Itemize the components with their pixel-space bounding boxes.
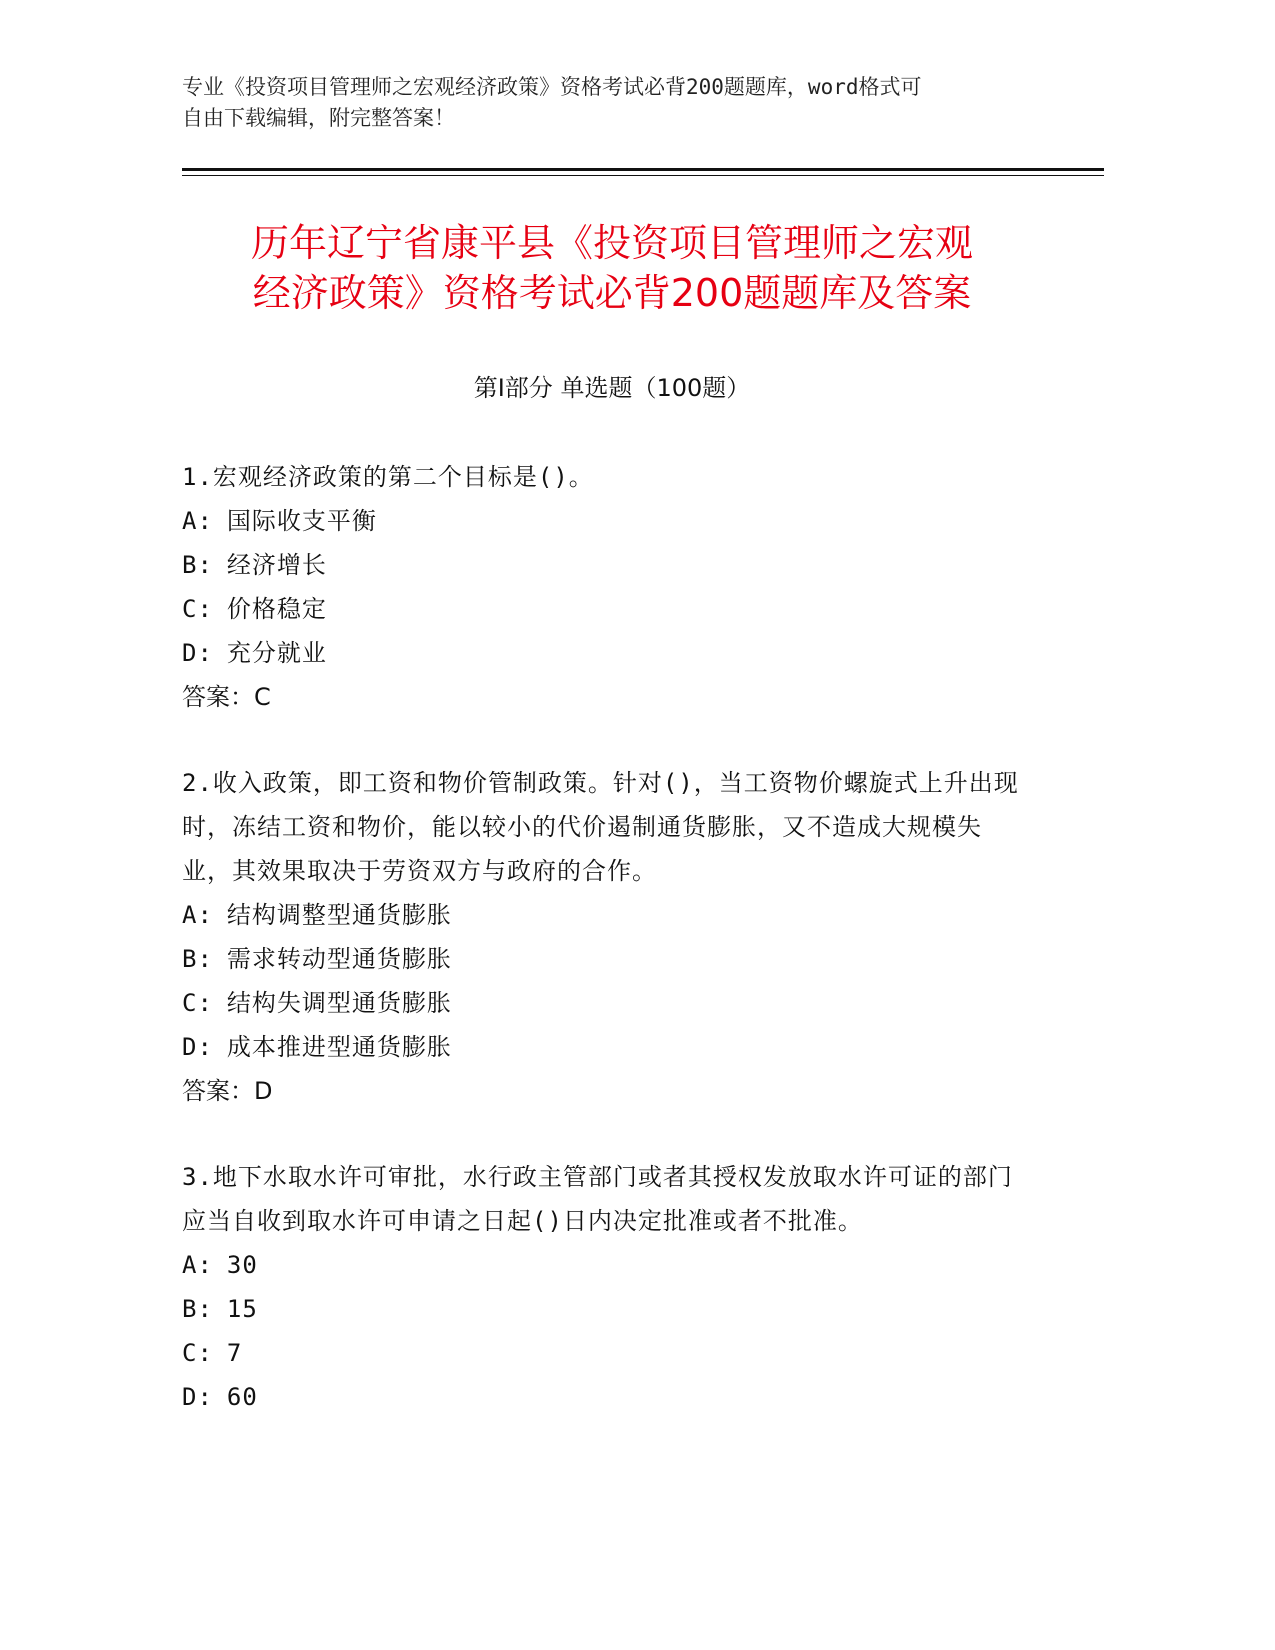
option-letter: B: [182, 551, 213, 579]
option-text: 60 [226, 1383, 258, 1411]
option-letter: B: [182, 945, 213, 973]
option-a [182, 499, 1027, 543]
option-letter: C: [182, 989, 213, 1017]
question-stem: 1.宏观经济政策的第二个目标是()。 [182, 463, 594, 491]
option-text: 结构调整型通货膨胀 [226, 901, 452, 929]
option-d [182, 631, 1027, 675]
option-c [182, 587, 1027, 631]
question-stem: 3.地下水取水许可审批，水行政主管部门或者其授权发放取水许可证的部门应当自收到取水许可申请之日起()日内决定批准或者不批准。 [182, 1163, 1013, 1235]
question-stem: 2.收入政策，即工资和物价管制政策。针对()，当工资物价螺旋式上升出现时，冻结工资和物价，能以较小的代价遏制通货膨胀，又不造成大规模失业，其效果取决于劳资双方与政府的合作。 [182, 769, 1019, 885]
option-text: 结构失调型通货膨胀 [226, 989, 452, 1017]
option-d [182, 1375, 1027, 1419]
document-title [182, 218, 1042, 318]
option-b [182, 937, 1027, 981]
option-text: 价格稳定 [226, 595, 327, 623]
section-heading: 第Ⅰ部分 单选题（100题） [473, 374, 751, 402]
option-text: 7 [226, 1339, 243, 1367]
option-b [182, 1287, 1027, 1331]
option-c [182, 981, 1027, 1025]
option-letter: C: [182, 595, 213, 623]
question-3 [182, 1155, 1027, 1419]
option-letter: D: [182, 1033, 213, 1061]
option-text: 国际收支平衡 [226, 507, 377, 535]
option-letter: B: [182, 1295, 213, 1323]
option-letter: A: [182, 1251, 213, 1279]
question-2 [182, 761, 1027, 1113]
option-letter: A: [182, 507, 213, 535]
option-letter: C: [182, 1339, 213, 1367]
option-a [182, 893, 1027, 937]
option-letter: A: [182, 901, 213, 929]
intro-line-2: 自由下载编辑，附完整答案！ [182, 106, 455, 130]
question-list [182, 455, 1027, 1461]
option-text: 15 [226, 1295, 258, 1323]
intro-line-1: 专业《投资项目管理师之宏观经济政策》资格考试必背200题题库，word格式可 [182, 75, 922, 99]
header-divider-thin [182, 175, 1104, 176]
option-text: 成本推进型通货膨胀 [226, 1033, 452, 1061]
option-b [182, 543, 1027, 587]
title-line-2: 经济政策》资格考试必背200题题库及答案 [252, 271, 972, 315]
answer-line: 答案：C [182, 683, 271, 711]
option-d [182, 1025, 1027, 1069]
option-c [182, 1331, 1027, 1375]
option-text: 需求转动型通货膨胀 [226, 945, 452, 973]
option-letter: D: [182, 1383, 213, 1411]
title-line-1: 历年辽宁省康平县《投资项目管理师之宏观 [250, 221, 973, 265]
option-letter: D: [182, 639, 213, 667]
document-intro [182, 72, 1042, 134]
header-divider-thick [182, 168, 1104, 171]
question-1 [182, 455, 1027, 719]
option-text: 30 [226, 1251, 258, 1279]
option-text: 经济增长 [226, 551, 327, 579]
option-a [182, 1243, 1027, 1287]
answer-line: 答案：D [182, 1077, 273, 1105]
option-text: 充分就业 [226, 639, 327, 667]
